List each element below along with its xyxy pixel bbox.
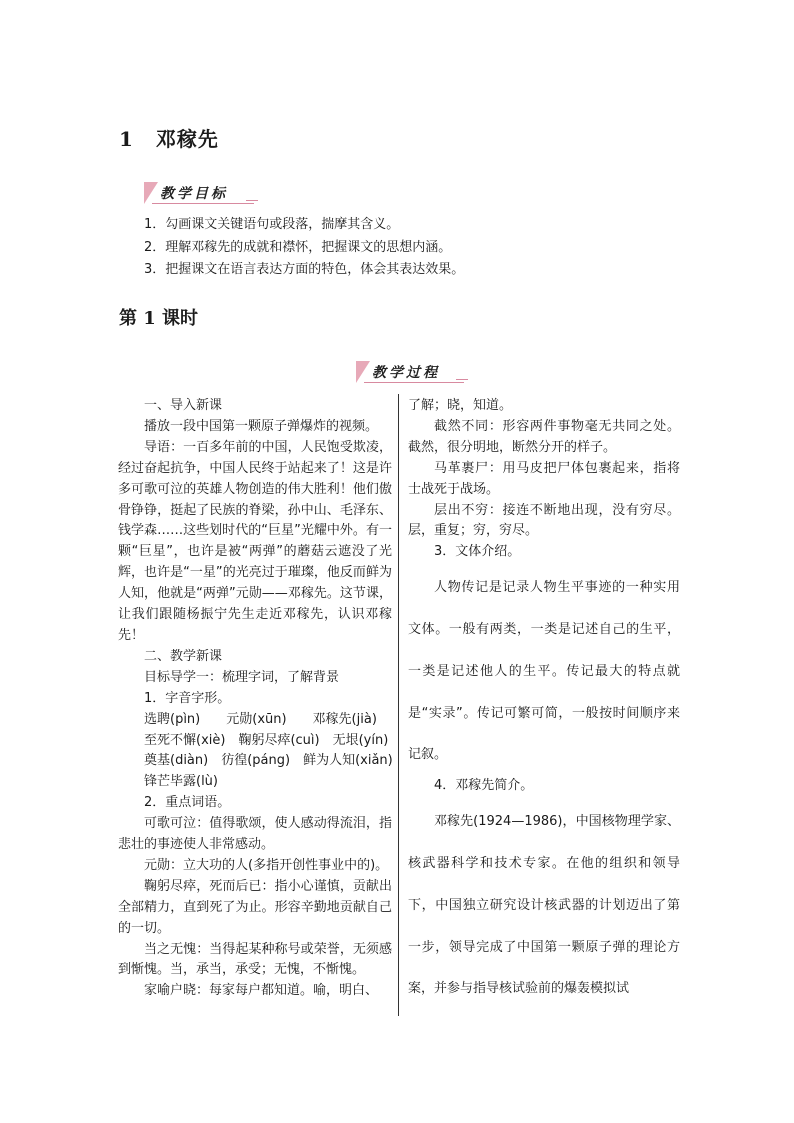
list-item: 2．重点词语。 xyxy=(144,795,231,811)
target-heading: 目标导学一：梳理字词，了解背景 xyxy=(144,669,340,685)
word-definition: 元勋：立大功的人(多指开创性事业中的)。 xyxy=(144,857,389,873)
genre-intro: 人物传记是记录人物生平事迹的一种实用文体。一般有两类，一类是记述自己的生平，一类是记述他人的生平。传记最大的特点就是“实录”。传记可繁可简，一般按时间顺序来记叙。 xyxy=(408,580,680,763)
banner-triangle xyxy=(144,182,158,204)
pinyin-row: 锋芒毕露(lù) xyxy=(144,774,218,790)
goals-banner xyxy=(144,182,254,204)
list-item: 3．文体介绍。 xyxy=(434,544,521,560)
lesson-name: 邓稼先 xyxy=(155,127,219,151)
section-heading: 二、教学新课 xyxy=(144,648,223,664)
period-title: 第 1 课时 xyxy=(119,308,199,329)
lesson-number: 1 xyxy=(119,127,134,151)
left-column xyxy=(118,396,392,1002)
pinyin-row: 至死不懈(xiè) 鞠躬尽瘁(cuì) 无垠(yín) xyxy=(144,732,389,748)
banner-underline xyxy=(364,382,464,383)
banner-underline-tail xyxy=(456,379,468,380)
section-heading: 一、导入新课 xyxy=(144,398,223,413)
word-definition: 鞠躬尽瘁，死而后已：指小心谨慎，贡献出全部精力，直到死了为止。形容辛勤地贡献自己的一切。 xyxy=(118,878,392,936)
goals-banner-label: 教学目标 xyxy=(160,186,228,202)
banner-underline xyxy=(152,203,254,204)
word-definition: 层出不穷：接连不断地出现，没有穷尽。层，重复；穷，穷尽。 xyxy=(408,502,680,539)
goal-item: 1．勾画课文关键语句或段落，揣摩其含义。 xyxy=(144,217,400,232)
list-item: 4．邓稼先简介。 xyxy=(434,778,534,794)
word-definition: 马革裹尸：用马皮把尸体包裹起来，指将士战死于战场。 xyxy=(408,460,680,497)
column-divider xyxy=(398,394,399,1016)
banner-underline-tail xyxy=(246,200,258,201)
paragraph-continued: 了解；晓，知道。 xyxy=(408,398,513,413)
goal-item: 3．把握课文在语言表达方面的特色，体会其表达效果。 xyxy=(144,262,465,277)
word-definition: 家喻户晓：每家每户都知道。喻，明白、 xyxy=(144,983,379,999)
right-column xyxy=(408,396,680,1010)
paragraph: 播放一段中国第一颗原子弹爆炸的视频。 xyxy=(144,418,379,434)
pinyin-row: 选聘(pìn) 元勋(xūn) 邓稼先(jià) xyxy=(144,711,377,727)
paragraph: 导语：一百多年前的中国，人民饱受欺凌，经过奋起抗争，中国人民终于站起来了！这是许多可歌可泣的英雄人物创造的伟大胜利！他们傲骨铮铮，挺起了民族的脊梁，孙中山、毛泽东、钱学森……这些划时代的“巨星”光耀中外。有一颗“巨星”，也许是被“两弹”的蘑菇云遮没了光辉，也许是“一星”的光亮过于璀璨，他反而鲜为人知，他就是“两弹”元勋——邓稼先。这节课，让我们跟随杨振宁先生走近邓稼先，认识邓稼先！ xyxy=(118,439,392,643)
goals-list xyxy=(144,214,464,282)
word-definition: 当之无愧：当得起某种称号或荣誉，无须感到惭愧。当，承当，承受；无愧，不惭愧。 xyxy=(118,941,392,978)
process-banner xyxy=(356,361,464,383)
process-banner-label: 教学过程 xyxy=(372,365,440,381)
goal-item: 2．理解邓稼先的成就和襟怀，把握课文的思想内涵。 xyxy=(144,239,452,255)
word-definition: 可歌可泣：值得歌颂，使人感动得流泪，指悲壮的事迹使人非常感动。 xyxy=(118,816,392,853)
list-item: 1．字音字形。 xyxy=(144,690,231,706)
pinyin-row: 奠基(diàn) 彷徨(páng) 鲜为人知(xiǎn) xyxy=(144,753,393,769)
banner-triangle xyxy=(356,361,370,383)
word-definition: 截然不同：形容两件事物毫无共同之处。截然，很分明地，断然分开的样子。 xyxy=(408,418,680,455)
biography: 邓稼先(1924—1986)，中国核物理学家、核武器科学和技术专家。在他的组织和领导下，中国独立研究设计核武器的计划迈出了第一步，领导完成了中国第一颗原子弹的理论方案，并参与指导核试验前的爆轰模拟试 xyxy=(408,814,680,997)
lesson-title xyxy=(119,123,219,152)
